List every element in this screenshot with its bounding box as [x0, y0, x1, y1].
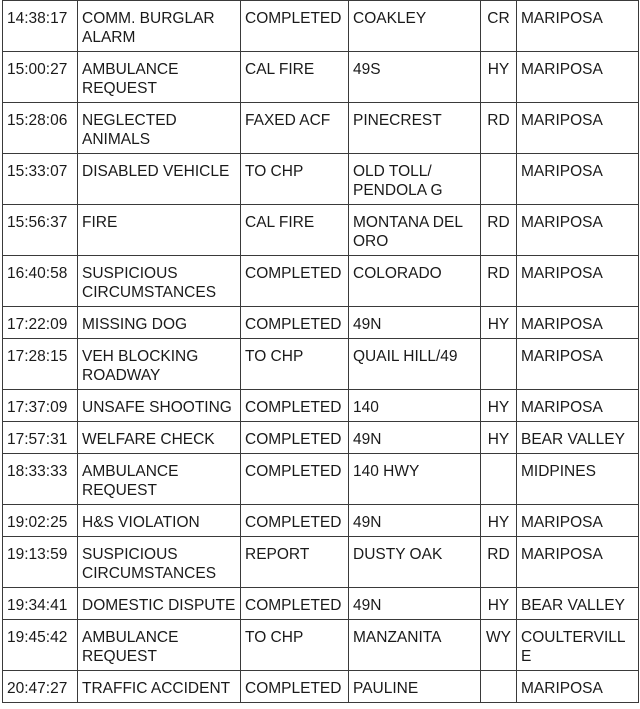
cell-street: MONTANA DEL ORO — [349, 205, 481, 256]
cell-time: 20:47:27 — [3, 671, 78, 703]
cell-time: 17:22:09 — [3, 307, 78, 339]
cell-city: MARIPOSA — [517, 390, 639, 422]
cell-call-type: FIRE — [78, 205, 241, 256]
table-row — [3, 339, 639, 390]
cell-disposition: COMPLETED — [241, 1, 349, 52]
cell-call-type: MISSING DOG — [78, 307, 241, 339]
table-row — [3, 588, 639, 620]
table-row — [3, 390, 639, 422]
cell-disposition: COMPLETED — [241, 256, 349, 307]
table-row — [3, 256, 639, 307]
table-row — [3, 307, 639, 339]
cell-street: 49N — [349, 307, 481, 339]
cell-time: 15:56:37 — [3, 205, 78, 256]
cell-disposition: TO CHP — [241, 154, 349, 205]
cell-call-type: UNSAFE SHOOTING — [78, 390, 241, 422]
cell-city: MARIPOSA — [517, 505, 639, 537]
cell-disposition: TO CHP — [241, 620, 349, 671]
cell-city: MIDPINES — [517, 454, 639, 505]
table-row — [3, 454, 639, 505]
cell-street: PAULINE — [349, 671, 481, 703]
cell-city: MARIPOSA — [517, 256, 639, 307]
cell-city: MARIPOSA — [517, 52, 639, 103]
cell-disposition: TO CHP — [241, 339, 349, 390]
cell-street-suffix: WY — [481, 620, 517, 671]
table-row — [3, 537, 639, 588]
cell-street-suffix: HY — [481, 307, 517, 339]
cell-time: 17:57:31 — [3, 422, 78, 454]
cell-time: 19:13:59 — [3, 537, 78, 588]
table-row — [3, 620, 639, 671]
cell-street: 140 — [349, 390, 481, 422]
cell-call-type: WELFARE CHECK — [78, 422, 241, 454]
cell-city: MARIPOSA — [517, 537, 639, 588]
cell-time: 17:37:09 — [3, 390, 78, 422]
cell-street-suffix: HY — [481, 422, 517, 454]
cell-time: 15:28:06 — [3, 103, 78, 154]
cell-city: MARIPOSA — [517, 1, 639, 52]
cell-disposition: CAL FIRE — [241, 52, 349, 103]
cell-call-type: AMBULANCE REQUEST — [78, 620, 241, 671]
cell-street-suffix: RD — [481, 103, 517, 154]
cell-disposition: COMPLETED — [241, 454, 349, 505]
table-row — [3, 671, 639, 703]
cell-city: MARIPOSA — [517, 339, 639, 390]
cell-call-type: SUSPICIOUS CIRCUMSTANCES — [78, 537, 241, 588]
cell-city: MARIPOSA — [517, 307, 639, 339]
cell-disposition: REPORT — [241, 537, 349, 588]
cell-call-type: AMBULANCE REQUEST — [78, 454, 241, 505]
table-row — [3, 1, 639, 52]
cell-street-suffix: HY — [481, 505, 517, 537]
cell-street-suffix — [481, 339, 517, 390]
cell-street-suffix: HY — [481, 52, 517, 103]
cell-time: 15:33:07 — [3, 154, 78, 205]
cell-street-suffix: RD — [481, 256, 517, 307]
cell-street-suffix — [481, 454, 517, 505]
cell-street: 49N — [349, 588, 481, 620]
cell-street-suffix: RD — [481, 537, 517, 588]
cell-time: 16:40:58 — [3, 256, 78, 307]
cell-street-suffix — [481, 154, 517, 205]
cell-street-suffix: CR — [481, 1, 517, 52]
cell-call-type: TRAFFIC ACCIDENT — [78, 671, 241, 703]
cell-time: 18:33:33 — [3, 454, 78, 505]
cell-city: COULTERVILLE — [517, 620, 639, 671]
cell-city: MARIPOSA — [517, 205, 639, 256]
cell-call-type: SUSPICIOUS CIRCUMSTANCES — [78, 256, 241, 307]
table-row — [3, 205, 639, 256]
dispatch-log-table — [2, 0, 639, 703]
cell-disposition: COMPLETED — [241, 671, 349, 703]
cell-disposition: COMPLETED — [241, 390, 349, 422]
cell-street-suffix: HY — [481, 588, 517, 620]
cell-time: 14:38:17 — [3, 1, 78, 52]
cell-call-type: AMBULANCE REQUEST — [78, 52, 241, 103]
cell-street: OLD TOLL/ PENDOLA G — [349, 154, 481, 205]
cell-call-type: H&S VIOLATION — [78, 505, 241, 537]
cell-call-type: DOMESTIC DISPUTE — [78, 588, 241, 620]
cell-call-type: NEGLECTED ANIMALS — [78, 103, 241, 154]
cell-street: 49N — [349, 505, 481, 537]
cell-disposition: COMPLETED — [241, 307, 349, 339]
table-row — [3, 154, 639, 205]
cell-disposition: COMPLETED — [241, 505, 349, 537]
cell-city: BEAR VALLEY — [517, 588, 639, 620]
cell-street-suffix: HY — [481, 390, 517, 422]
cell-disposition: COMPLETED — [241, 422, 349, 454]
table-row — [3, 52, 639, 103]
cell-street: 49S — [349, 52, 481, 103]
cell-street: COLORADO — [349, 256, 481, 307]
cell-street: COAKLEY — [349, 1, 481, 52]
cell-street: 140 HWY — [349, 454, 481, 505]
cell-city: MARIPOSA — [517, 103, 639, 154]
cell-street: QUAIL HILL/49 — [349, 339, 481, 390]
cell-street: 49N — [349, 422, 481, 454]
table-row — [3, 422, 639, 454]
cell-street-suffix — [481, 671, 517, 703]
cell-disposition: CAL FIRE — [241, 205, 349, 256]
cell-time: 15:00:27 — [3, 52, 78, 103]
table-row — [3, 505, 639, 537]
cell-time: 19:45:42 — [3, 620, 78, 671]
cell-call-type: VEH BLOCKING ROADWAY — [78, 339, 241, 390]
cell-city: BEAR VALLEY — [517, 422, 639, 454]
cell-street: DUSTY OAK — [349, 537, 481, 588]
cell-street: PINECREST — [349, 103, 481, 154]
cell-call-type: DISABLED VEHICLE — [78, 154, 241, 205]
cell-city: MARIPOSA — [517, 671, 639, 703]
cell-call-type: COMM. BURGLAR ALARM — [78, 1, 241, 52]
cell-disposition: FAXED ACF — [241, 103, 349, 154]
cell-time: 19:34:41 — [3, 588, 78, 620]
cell-time: 19:02:25 — [3, 505, 78, 537]
cell-street: MANZANITA — [349, 620, 481, 671]
cell-street-suffix: RD — [481, 205, 517, 256]
cell-city: MARIPOSA — [517, 154, 639, 205]
table-row — [3, 103, 639, 154]
cell-time: 17:28:15 — [3, 339, 78, 390]
cell-disposition: COMPLETED — [241, 588, 349, 620]
